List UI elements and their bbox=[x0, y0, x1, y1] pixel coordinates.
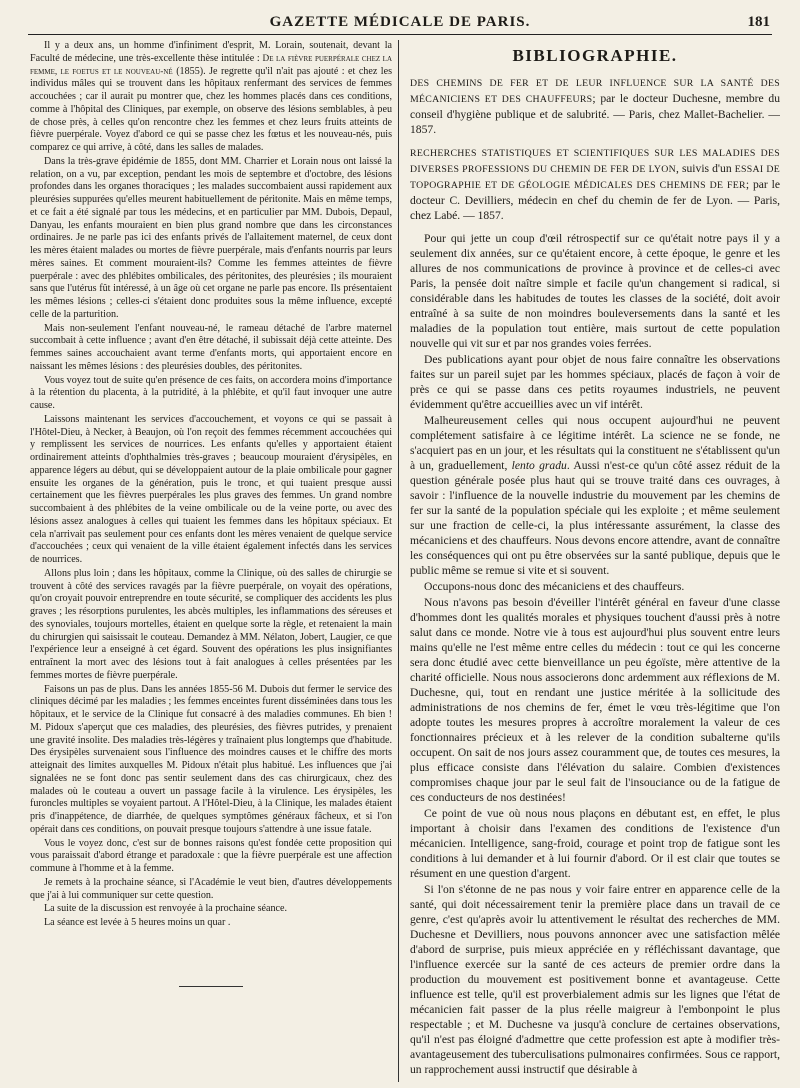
paragraph: Pour qui jette un coup d'œil rétrospectif sur ce qu'était notre pays il y a seulement dix années, sur ce qu'étaient encore, à cette époque, le genre et les allures de nos communications de province à province et de celles-ci avec Paris, la pensée doit naître simple et facile qu'un changement si radical, si considérable dans les habitudes de toutes les classes de la société, doit avoir entraîné à sa suite de non moindres bouleversements dans la santé et les maladies de la population tout entière, mais surtout de cette population nouvelle qui vit sur et par nos grandes voies ferrées. bbox=[410, 232, 780, 350]
paragraph: La suite de la discussion est renvoyée à la prochaine séance. bbox=[44, 903, 287, 915]
paragraph: Si l'on s'étonne de ne pas nous y voir faire entrer en apparence celle de la santé, qui doit nécessairement tenir la première place dans un travail de ce genre, c'est qu'après avoir lu attentivement le résultat des recherches de MM. Duchesne et Devilliers, nous pouvons annoncer avec une satisfaction mêlée d'abord de surprise, puis mieux appréciée en y réfléchissant davantage, que l'influence exercée sur la santé de ces acteurs de premier ordre dans la production du mouvement est positivement bonne et avantageuse. Cette influence est telle, qu'il est proverbialement admis sur les lignes que l'état de mécanicien fait passer de la plus réelle maigreur à l'embonpoint le plus respectable ; et M. Duchesne va jusqu'à conclure de certaines observations, qu'il n'est pas éloigné d'admettre que cette profession est apte à modifier très-avantageusement des tuberculisations pulmonaires confirmées. Sous ce rapport, un rapprochement aussi instructif que désirable à bbox=[410, 883, 780, 1076]
page-number: 181 bbox=[747, 14, 770, 30]
paragraph: Nous n'avons pas besoin d'éveiller l'intérêt général en faveur d'une classe d'hommes dont les qualités morales et physiques touchent d'aussi près à notre salut dans ce monde. Notre vie à tous est aujourd'hui plus souvent entre leurs mains qu'elle ne l'est même entre celles du médecin : tout ce qui les concerne sera donc étudié avec cette bienveillance un peu égoïste, mère attentive de la charité officielle. Nous nous associerons donc ardemment aux réflexions de M. Duchesne, qui, tout en rendant une justice méritée à la sollicitude des administrations de nos chemins de fer, émet le vœu très-légitime que l'on adopte toutes les mesures propres à accroître moralement la valeur de ces fonctionnaires précieux et à les relever de la condition subalterne qu'ils occupent. On sait de nos jours assez couramment que, de toutes ces mesures, la plus efficace consiste dans l'élévation du salaire. Combien d'existences compromises chaque jour par le seul fait de l'insouciance ou de la fatigue de ces conducteurs de nos destinées! bbox=[410, 596, 780, 804]
journal-title: GAZETTE MÉDICALE DE PARIS. bbox=[269, 14, 531, 30]
paragraph: Je remets à la prochaine séance, si l'Académie le veut bien, d'autres développements que j'ai à lui communiquer sur cette question. bbox=[30, 876, 392, 901]
left-column bbox=[30, 40, 392, 1082]
entry-details: ; par le docteur C. Devilliers, médecin en chef du chemin de fer de Lyon. — Paris, chez Labé. — 1857. bbox=[410, 178, 780, 222]
paragraph: Occupons-nous donc des mécaniciens et des chauffeurs. bbox=[424, 580, 685, 593]
thesis-title: De la fièvre puerpérale chez la femme, le foetus et le nouveau-né bbox=[30, 53, 392, 77]
paragraph: Vous le voyez donc, c'est sur de bonnes raisons qu'est fondée cette proposition qui vous paraissait d'abord étrange et paradoxale : que la fièvre puerpérale est une affection commune à l'homme et à la femme. bbox=[30, 837, 392, 874]
bibliography-entry bbox=[410, 145, 780, 223]
entry-details: , suivis d'un bbox=[676, 162, 735, 175]
text: Il y a deux ans, un homme d'infiniment d'esprit, M. Lorain, soutenait, devant la Faculté de médecine, une très-excellente thèse intitulée : bbox=[30, 40, 392, 64]
text: (1855). Je regrette qu'il n'ait pas ajouté : et chez les individus mâles qui se trouvent dans les hôpitaux renfermant des services de femmes accouchées ; car il aurait pu montrer que, chez les hommes placés dans ces conditions, comme à l'hôpital des Cliniques, par exemple, on observe des lésions semblables, à peu de chose près, à celles qu'on rencontre chez les femmes et chez leurs fruits atteints de fièvre puerpérale. Voyez d'abord ce qui se passe chez les fœtus et les nouveau-nés, puis comparez ce qui arrive, à côté, dans les salles de malades. bbox=[30, 65, 392, 153]
text: Malheureusement celles qui nous occupent aujourd'hui ne peuvent complétement satisfaire à ce légitime intérêt. La science ne se fonde, ne s'acquiert pas en un jour, et les résultats qui la constituent ne s'établissent qu'un à un, graduellement, bbox=[410, 414, 780, 472]
entry-details: ; par le docteur Duchesne, membre du conseil d'hygiène publique et de salubrité. — Paris, chez Mallet-Bachelier. — 1857. bbox=[410, 92, 780, 136]
section-heading: BIBLIOGRAPHIE. bbox=[512, 46, 678, 65]
right-column bbox=[410, 40, 780, 1082]
paragraph: Vous voyez tout de suite qu'en présence de ces faits, on accordera moins d'importance à la rétention du placenta, à la putridité, à la phlébite, et qu'il faut invoquer une autre cause. bbox=[30, 374, 392, 411]
bibliography-entry bbox=[410, 75, 780, 137]
paragraph: Laissons maintenant les services d'accouchement, et voyons ce qui se passait à l'Hôtel-Dieu, à Necker, à Beaujon, où l'on reçoit des femmes récemment accouchées qui y remplissent les services de nourrices. Les enfants qu'elles y apportaient étaient ordinairement atteints d'ophthalmies très-graves ; beaucoup mouraient d'érysipèles, en apparence légers au début, qui se développaient autour de la plaie ombilicale pour gagner ensuite les organes de la génération, puis le tronc, et qui tuaient presque aussi certainement que les fièvres puerpérales les plus graves des femmes. Un grand nombre succombaient à des phlébites de la veine ombilicale ou de la veine porte, ou avec des lésions assez analogues à celles qui tuaient les femmes dans les hôpitaux spéciaux. Et cela n'arrivait pas seulement pour ces enfants dont les mères venaient de quelque service d'accouchées ; ceux qui venaient de la ville étaient également infectés dans les services de nourrices. bbox=[30, 413, 392, 565]
column-divider bbox=[398, 40, 399, 1082]
paragraph: La séance est levée à 5 heures moins un quar . bbox=[44, 917, 231, 928]
paragraph: Allons plus loin ; dans les hôpitaux, comme la Clinique, où des salles de chirurgie se trouvent à côté des services ravagés par la fièvre puerpérale, on voyait des opérations, qu'on croyait pouvoir entreprendre en toute sécurité, se compliquer des accidents les plus graves ; les résorptions purulentes, les abcès multiples, les inflammations des séreuses et des synoviales, toujours mortelles, étaient en quelque sorte la règle, et retenaient la main du chirurgien qui saisissait le couteau. Demandez à MM. Nélaton, Jobert, Laugier, ce que l'expérience leur a enseigné à cet égard. Souvent des opérations les plus insignifiantes entraînent la mort avec des lésions tout à fait analogues à celles présentées par les femmes mortes de fièvre puerpérale. bbox=[30, 567, 392, 681]
paragraph bbox=[30, 40, 392, 155]
entry-title: RECHERCHES STATISTIQUES ET SCIENTIFIQUES SUR LES MALADIES DES DIVERSES PROFESSIONS DU CHEMIN DE FER DE LYON bbox=[410, 148, 780, 175]
paragraph: Mais non-seulement l'enfant nouveau-né, le rameau détaché de l'arbre maternel succombait à cette influence ; avant d'en être détaché, il subissait déjà cette atteinte. Des femmes saines accouchaient avant terme d'enfants morts, qui apportaient encore en naissant les mêmes lésions : des pleurésies doubles, des péritonites. bbox=[30, 322, 392, 372]
paragraph: Faisons un pas de plus. Dans les années 1855-56 M. Dubois dut fermer le service des cliniques décimé par les maladies ; les femmes enceintes furent disséminées dans tous les hôpitaux, et le service de la Clinique fut consacré à des maladies communes. Eh bien ! M. Pidoux s'aperçut que ces maladies, des pleurésies, des fièvres putrides, y prenaient une gravité insolite. Des maladies très-légères y traînaient plus longtemps que d'habitude. Des érysipèles survenaient sous l'influence des moindres causes et le chiffre des morts atteignait des limites auxquelles M. Pidoux n'était plus habitué. Les influences que j'ai signalées ne se font donc pas sentir seulement dans des cas chirurgicaux, chez des malades où le couteau a ouvert un passage facile à la virulence. Les érysipèles, les furoncles multiples se voyaient partout. A l'Hôtel-Dieu, à la Clinique, les malades étaient pris d'inappétence, de diarrhée, de quelques symptômes généraux fâcheux, et si l'on opérait dans ces conditions, on pouvait presque toujours s'attendre à une issue fatale. bbox=[30, 683, 392, 835]
entry-title: DES CHEMINS DE FER ET DE LEUR INFLUENCE SUR LA SANTÉ DES MÉCANICIENS ET DES CHAUFFEURS bbox=[410, 78, 780, 105]
paragraph: Des publications ayant pour objet de nous faire connaître les observations faites sur un pareil sujet par les hommes spéciaux, placés de façon à voir de près ce qui se passe dans ces petits royaumes industriels, ne peuvent évidemment qu'être accueillies avec un vif intérêt. bbox=[410, 353, 780, 411]
paragraph bbox=[410, 413, 780, 578]
latin-phrase: lento gradu bbox=[511, 459, 567, 472]
text: . Aussi n'est-ce qu'un côté assez réduit de la question générale posée plus haut qui se trouve traité dans ces ouvrages, à savoir : l'influence de la nouvelle industrie du mouvement par les chemins de fer sur la santé de la population spéciale qui les exploite ; et même seulement sur une fraction de celle-ci, la plus intéressante assurément, la classe des mécaniciens et des chauffeurs. Nous devons encore attendre, avant de connaître les conséquences qui ont pu être observées sur la santé publique, depuis que le public même se remue si vite et si souvent. bbox=[410, 459, 780, 577]
end-rule bbox=[179, 986, 243, 987]
article-columns bbox=[28, 40, 780, 1082]
paragraph: Ce point de vue où nous nous plaçons en débutant est, en effet, le plus important à choisir dans l'examen des conditions de l'existence d'un mécanicien. Intelligence, sang-froid, courage et point trop de fatigue sont les conditions à lui demander et à lui fournir d'abord. Or il est clair que toutes se résument en une question d'argent. bbox=[410, 807, 780, 880]
entry-subtitle: ESSAI DE TOPOGRAPHIE ET DE GÉOLOGIE MÉDICALES DES CHEMINS DE FER bbox=[410, 164, 780, 191]
paragraph: Dans la très-grave épidémie de 1855, dont MM. Charrier et Lorain nous ont laissé la relation, on a vu, par exception, pendant les mois de septembre et d'octobre, des lésions profondes dans les organes thoraciques ; les malades succombaient aussi rapidement aux pleurésies suppurées qu'elles meurent habituellement de péritonite. Mais en même temps, et ce fait a été signalé par tous les médecins, et en particulier par MM. Dubois, Depaul, Danyau, les enfants mouraient en bien plus grand nombre que dans les circonstances ordinaires. Je ne parle pas ici des enfants privés de l'allaitement maternel, de ceux dont les mères étaient malades ou mortes de fièvre puerpérale, mais d'enfants nourris par leurs mères saines. Et comment mouraient-ils? Comme les femmes atteintes de fièvre puerpérale : avec des phlébites ombilicales, des péritonites, des pleurésies ; ils mouraient sans que l'utérus fût intéressé, à un âge où cet organe ne parle pas encore. Ils présentaient les mêmes lésions ; celles-ci s'étaient donc produites sous la même influence, excepté celle de la parturition. bbox=[30, 155, 392, 320]
page-header bbox=[28, 12, 772, 35]
